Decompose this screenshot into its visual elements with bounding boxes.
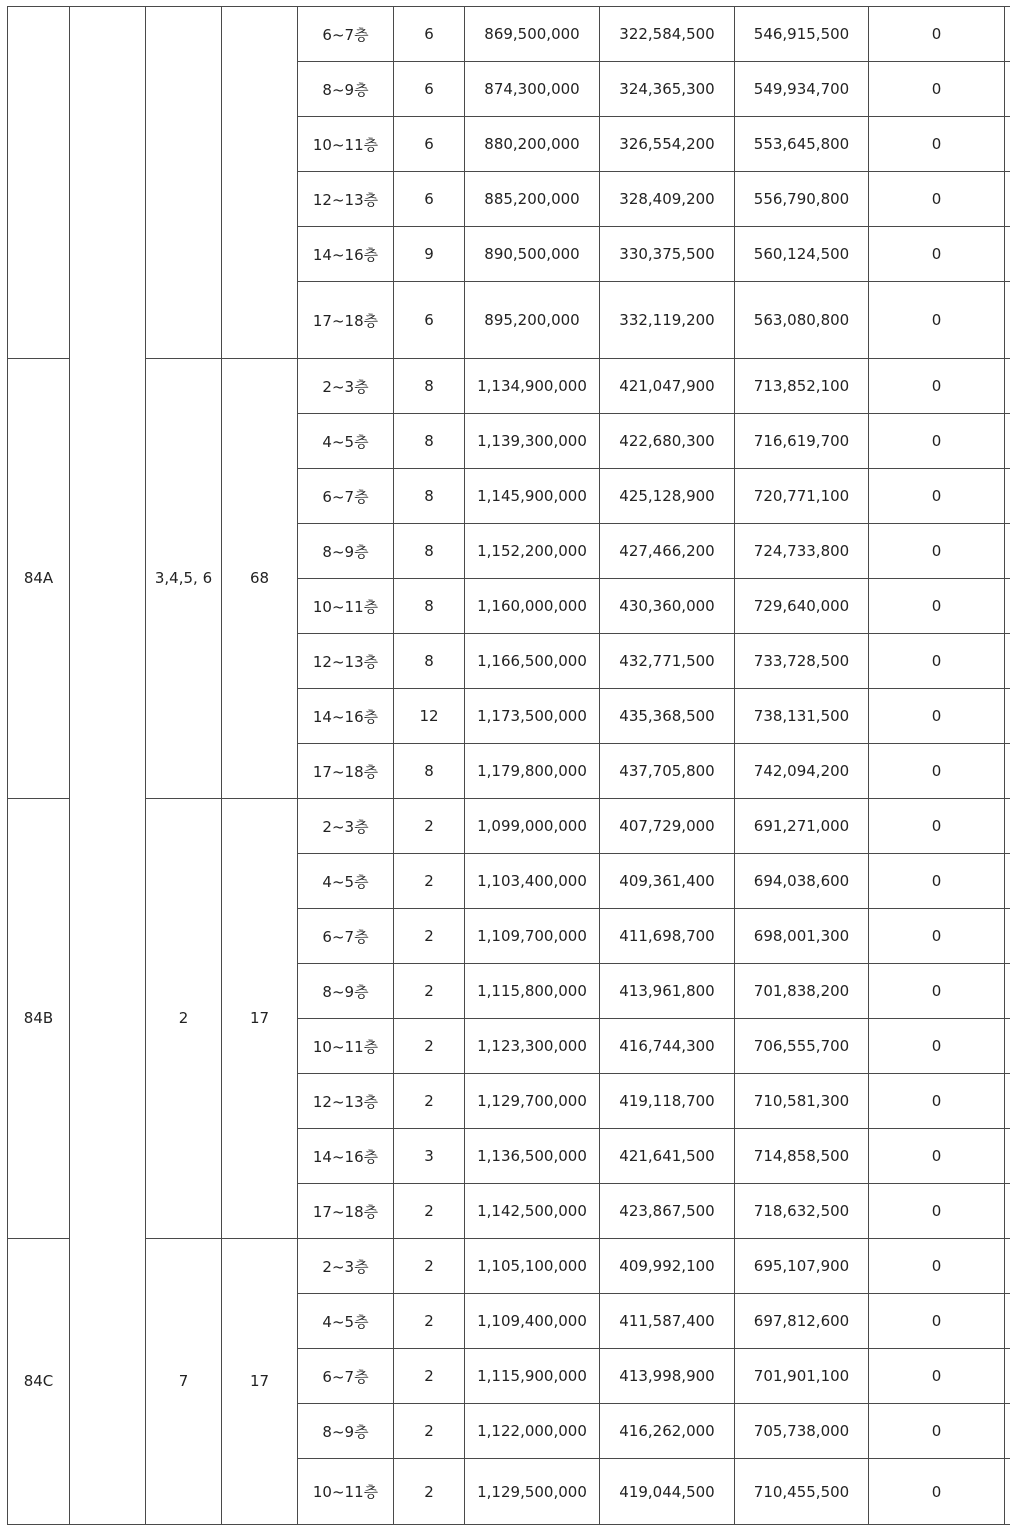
edge-cell <box>1005 744 1010 799</box>
vat-cell: 0 <box>869 227 1005 282</box>
vat-cell: 0 <box>869 469 1005 524</box>
unit-count-cell: 8 <box>394 414 465 469</box>
edge-cell <box>1005 282 1010 359</box>
sale-price-cell: 895,200,000 <box>465 282 600 359</box>
vat-cell: 0 <box>869 1459 1005 1525</box>
edge-cell <box>1005 964 1010 1019</box>
land-price-cell: 407,729,000 <box>600 799 735 854</box>
edge-cell <box>1005 7 1010 62</box>
floor-cell: 14~16층 <box>298 689 394 744</box>
vat-cell: 0 <box>869 1349 1005 1404</box>
edge-cell <box>1005 634 1010 689</box>
edge-cell <box>1005 359 1010 414</box>
table-row <box>8 7 1010 62</box>
building-price-cell: 697,812,600 <box>735 1294 869 1349</box>
unit-count-cell: 2 <box>394 1459 465 1525</box>
floor-cell: 2~3층 <box>298 359 394 414</box>
building-price-cell: 710,581,300 <box>735 1074 869 1129</box>
land-price-cell: 435,368,500 <box>600 689 735 744</box>
land-price-cell: 421,641,500 <box>600 1129 735 1184</box>
land-price-cell: 409,992,100 <box>600 1239 735 1294</box>
sale-price-cell: 1,160,000,000 <box>465 579 600 634</box>
sale-price-cell: 1,109,400,000 <box>465 1294 600 1349</box>
building-price-cell: 718,632,500 <box>735 1184 869 1239</box>
building-price-cell: 701,838,200 <box>735 964 869 1019</box>
unit-count-cell: 2 <box>394 1294 465 1349</box>
floor-cell: 8~9층 <box>298 964 394 1019</box>
sale-price-cell: 1,115,900,000 <box>465 1349 600 1404</box>
vat-cell: 0 <box>869 1294 1005 1349</box>
unit-count-cell: 2 <box>394 854 465 909</box>
land-price-cell: 330,375,500 <box>600 227 735 282</box>
sale-price-cell: 874,300,000 <box>465 62 600 117</box>
vat-cell: 0 <box>869 1074 1005 1129</box>
land-price-cell: 328,409,200 <box>600 172 735 227</box>
land-price-cell: 416,744,300 <box>600 1019 735 1074</box>
unit-count-cell: 2 <box>394 1184 465 1239</box>
building-price-cell: 549,934,700 <box>735 62 869 117</box>
building-price-cell: 698,001,300 <box>735 909 869 964</box>
vat-cell: 0 <box>869 964 1005 1019</box>
edge-cell <box>1005 1349 1010 1404</box>
sale-price-cell: 1,166,500,000 <box>465 634 600 689</box>
sale-price-cell: 1,129,700,000 <box>465 1074 600 1129</box>
sale-price-cell: 1,099,000,000 <box>465 799 600 854</box>
unit-count-cell: 2 <box>394 909 465 964</box>
edge-cell <box>1005 62 1010 117</box>
land-price-cell: 419,044,500 <box>600 1459 735 1525</box>
floor-cell: 6~7층 <box>298 469 394 524</box>
total-units-cell: 17 <box>222 799 298 1239</box>
building-price-cell: 691,271,000 <box>735 799 869 854</box>
edge-cell <box>1005 1074 1010 1129</box>
sale-price-cell: 1,123,300,000 <box>465 1019 600 1074</box>
vat-cell: 0 <box>869 62 1005 117</box>
sale-price-cell: 1,103,400,000 <box>465 854 600 909</box>
land-price-cell: 411,587,400 <box>600 1294 735 1349</box>
vat-cell: 0 <box>869 1239 1005 1294</box>
vat-cell: 0 <box>869 579 1005 634</box>
floor-cell: 10~11층 <box>298 1019 394 1074</box>
floor-cell: 2~3층 <box>298 1239 394 1294</box>
building-price-cell: 694,038,600 <box>735 854 869 909</box>
floor-cell: 2~3층 <box>298 799 394 854</box>
vat-cell: 0 <box>869 909 1005 964</box>
floor-cell: 17~18층 <box>298 282 394 359</box>
building-numbers-cell: 7 <box>146 1239 222 1525</box>
land-price-cell: 425,128,900 <box>600 469 735 524</box>
vat-cell: 0 <box>869 7 1005 62</box>
unit-count-cell: 9 <box>394 227 465 282</box>
vat-cell: 0 <box>869 1019 1005 1074</box>
building-price-cell: 546,915,500 <box>735 7 869 62</box>
sale-price-cell: 1,122,000,000 <box>465 1404 600 1459</box>
building-price-cell: 706,555,700 <box>735 1019 869 1074</box>
sale-price-cell: 1,105,100,000 <box>465 1239 600 1294</box>
edge-cell <box>1005 117 1010 172</box>
building-price-cell: 563,080,800 <box>735 282 869 359</box>
table-row <box>8 1239 1010 1294</box>
sale-price-cell: 885,200,000 <box>465 172 600 227</box>
building-price-cell: 710,455,500 <box>735 1459 869 1525</box>
land-price-cell: 324,365,300 <box>600 62 735 117</box>
unit-count-cell: 2 <box>394 1019 465 1074</box>
floor-cell: 10~11층 <box>298 579 394 634</box>
unit-count-cell: 2 <box>394 1239 465 1294</box>
unit-count-cell: 2 <box>394 1074 465 1129</box>
floor-cell: 10~11층 <box>298 117 394 172</box>
unit-count-cell: 12 <box>394 689 465 744</box>
floor-cell: 8~9층 <box>298 62 394 117</box>
housing-type-cell: 84A <box>8 359 70 799</box>
building-price-cell: 713,852,100 <box>735 359 869 414</box>
floor-cell: 4~5층 <box>298 854 394 909</box>
unit-count-cell: 8 <box>394 579 465 634</box>
land-price-cell: 422,680,300 <box>600 414 735 469</box>
land-price-cell: 409,361,400 <box>600 854 735 909</box>
edge-cell <box>1005 172 1010 227</box>
vat-cell: 0 <box>869 1404 1005 1459</box>
building-numbers-cell <box>146 7 222 359</box>
building-price-cell: 695,107,900 <box>735 1239 869 1294</box>
building-price-cell: 724,733,800 <box>735 524 869 579</box>
edge-cell <box>1005 799 1010 854</box>
edge-cell <box>1005 1459 1010 1525</box>
edge-cell <box>1005 854 1010 909</box>
table-row <box>8 359 1010 414</box>
edge-cell <box>1005 414 1010 469</box>
vat-cell: 0 <box>869 414 1005 469</box>
sale-price-cell: 1,142,500,000 <box>465 1184 600 1239</box>
vat-cell: 0 <box>869 689 1005 744</box>
building-price-cell: 705,738,000 <box>735 1404 869 1459</box>
vat-cell: 0 <box>869 524 1005 579</box>
floor-cell: 6~7층 <box>298 1349 394 1404</box>
floor-cell: 14~16층 <box>298 227 394 282</box>
total-units-cell: 17 <box>222 1239 298 1525</box>
land-price-cell: 419,118,700 <box>600 1074 735 1129</box>
land-price-cell: 421,047,900 <box>600 359 735 414</box>
land-price-cell: 322,584,500 <box>600 7 735 62</box>
unit-count-cell: 3 <box>394 1129 465 1184</box>
land-price-cell: 326,554,200 <box>600 117 735 172</box>
floor-cell: 17~18층 <box>298 1184 394 1239</box>
unit-count-cell: 6 <box>394 7 465 62</box>
blank-cell <box>70 7 146 1525</box>
sale-price-cell: 1,173,500,000 <box>465 689 600 744</box>
vat-cell: 0 <box>869 359 1005 414</box>
unit-count-cell: 6 <box>394 172 465 227</box>
total-units-cell: 68 <box>222 359 298 799</box>
unit-count-cell: 8 <box>394 524 465 579</box>
housing-type-cell <box>8 7 70 359</box>
land-price-cell: 423,867,500 <box>600 1184 735 1239</box>
edge-cell <box>1005 1019 1010 1074</box>
vat-cell: 0 <box>869 854 1005 909</box>
floor-cell: 4~5층 <box>298 414 394 469</box>
unit-count-cell: 8 <box>394 359 465 414</box>
total-units-cell <box>222 7 298 359</box>
building-price-cell: 716,619,700 <box>735 414 869 469</box>
price-table-body <box>8 7 1010 1525</box>
land-price-cell: 411,698,700 <box>600 909 735 964</box>
edge-cell <box>1005 909 1010 964</box>
sale-price-cell: 880,200,000 <box>465 117 600 172</box>
vat-cell: 0 <box>869 1184 1005 1239</box>
unit-count-cell: 2 <box>394 1404 465 1459</box>
sale-price-cell: 869,500,000 <box>465 7 600 62</box>
edge-cell <box>1005 689 1010 744</box>
land-price-cell: 332,119,200 <box>600 282 735 359</box>
edge-cell <box>1005 1239 1010 1294</box>
floor-cell: 4~5층 <box>298 1294 394 1349</box>
land-price-cell: 437,705,800 <box>600 744 735 799</box>
edge-cell <box>1005 227 1010 282</box>
floor-cell: 12~13층 <box>298 634 394 689</box>
unit-count-cell: 8 <box>394 634 465 689</box>
unit-count-cell: 8 <box>394 744 465 799</box>
edge-cell <box>1005 1294 1010 1349</box>
floor-cell: 8~9층 <box>298 524 394 579</box>
unit-count-cell: 6 <box>394 62 465 117</box>
land-price-cell: 427,466,200 <box>600 524 735 579</box>
vat-cell: 0 <box>869 172 1005 227</box>
land-price-cell: 413,961,800 <box>600 964 735 1019</box>
unit-count-cell: 2 <box>394 964 465 1019</box>
vat-cell: 0 <box>869 1129 1005 1184</box>
edge-cell <box>1005 579 1010 634</box>
sale-price-cell: 1,139,300,000 <box>465 414 600 469</box>
land-price-cell: 416,262,000 <box>600 1404 735 1459</box>
price-table <box>7 6 1010 1525</box>
sale-price-cell: 1,134,900,000 <box>465 359 600 414</box>
building-price-cell: 738,131,500 <box>735 689 869 744</box>
building-numbers-cell: 3,4,5, 6 <box>146 359 222 799</box>
building-price-cell: 560,124,500 <box>735 227 869 282</box>
building-price-cell: 553,645,800 <box>735 117 869 172</box>
edge-cell <box>1005 1184 1010 1239</box>
sale-price-cell: 1,115,800,000 <box>465 964 600 1019</box>
building-price-cell: 742,094,200 <box>735 744 869 799</box>
edge-cell <box>1005 524 1010 579</box>
sale-price-cell: 1,152,200,000 <box>465 524 600 579</box>
housing-type-cell: 84C <box>8 1239 70 1525</box>
edge-cell <box>1005 1129 1010 1184</box>
sale-price-cell: 890,500,000 <box>465 227 600 282</box>
unit-count-cell: 2 <box>394 799 465 854</box>
vat-cell: 0 <box>869 634 1005 689</box>
vat-cell: 0 <box>869 799 1005 854</box>
sale-price-cell: 1,129,500,000 <box>465 1459 600 1525</box>
floor-cell: 17~18층 <box>298 744 394 799</box>
vat-cell: 0 <box>869 117 1005 172</box>
unit-count-cell: 6 <box>394 282 465 359</box>
unit-count-cell: 8 <box>394 469 465 524</box>
edge-cell <box>1005 1404 1010 1459</box>
land-price-cell: 432,771,500 <box>600 634 735 689</box>
building-numbers-cell: 2 <box>146 799 222 1239</box>
vat-cell: 0 <box>869 744 1005 799</box>
building-price-cell: 556,790,800 <box>735 172 869 227</box>
sale-price-cell: 1,145,900,000 <box>465 469 600 524</box>
housing-type-cell: 84B <box>8 799 70 1239</box>
table-row <box>8 799 1010 854</box>
unit-count-cell: 6 <box>394 117 465 172</box>
floor-cell: 6~7층 <box>298 7 394 62</box>
unit-count-cell: 2 <box>394 1349 465 1404</box>
vat-cell: 0 <box>869 282 1005 359</box>
sale-price-cell: 1,136,500,000 <box>465 1129 600 1184</box>
edge-cell <box>1005 469 1010 524</box>
floor-cell: 10~11층 <box>298 1459 394 1525</box>
floor-cell: 8~9층 <box>298 1404 394 1459</box>
floor-cell: 14~16층 <box>298 1129 394 1184</box>
floor-cell: 12~13층 <box>298 1074 394 1129</box>
land-price-cell: 430,360,000 <box>600 579 735 634</box>
building-price-cell: 720,771,100 <box>735 469 869 524</box>
building-price-cell: 701,901,100 <box>735 1349 869 1404</box>
building-price-cell: 729,640,000 <box>735 579 869 634</box>
floor-cell: 12~13층 <box>298 172 394 227</box>
sale-price-cell: 1,109,700,000 <box>465 909 600 964</box>
building-price-cell: 714,858,500 <box>735 1129 869 1184</box>
land-price-cell: 413,998,900 <box>600 1349 735 1404</box>
sale-price-cell: 1,179,800,000 <box>465 744 600 799</box>
floor-cell: 6~7층 <box>298 909 394 964</box>
building-price-cell: 733,728,500 <box>735 634 869 689</box>
